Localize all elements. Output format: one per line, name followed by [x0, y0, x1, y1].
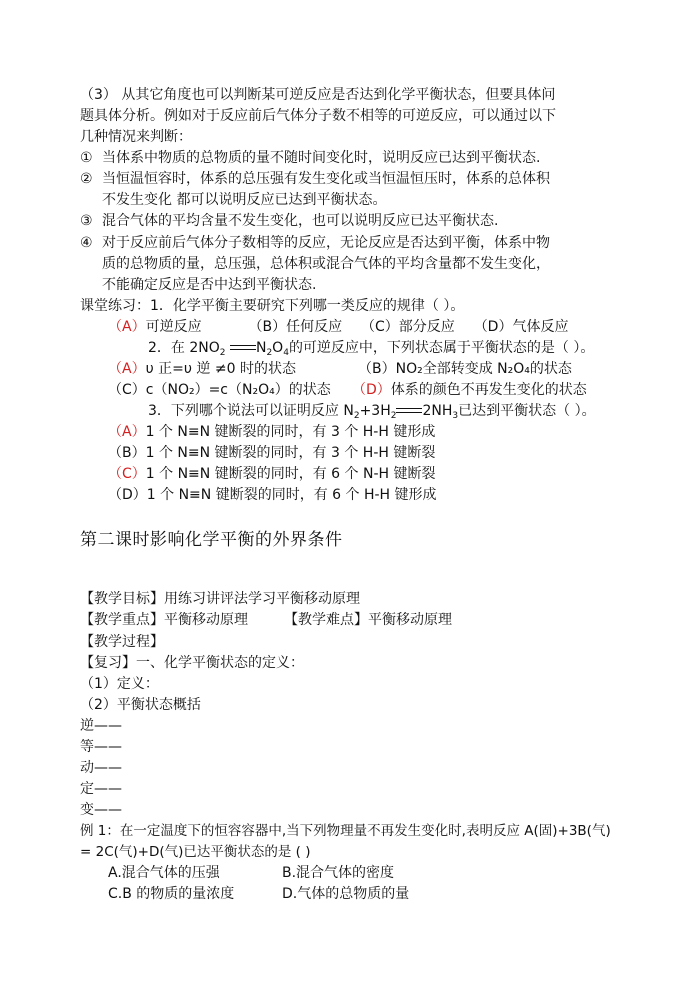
- option-text-c: 1 个 N≡N 键断裂的同时，有 6 个 N-H 键断裂: [145, 466, 436, 482]
- option-letter-a: （A）: [108, 424, 146, 440]
- example-option-c: C.B 的物质的量浓度: [108, 886, 235, 902]
- option-letter-d: （D）: [352, 382, 391, 398]
- point-2: [80, 169, 550, 189]
- option-text-a: υ 正=υ 逆 ≠0 时的状态: [145, 361, 296, 377]
- question-3: [148, 401, 596, 421]
- option-text-b: 1 个 N≡N 键断裂的同时，有 3 个 H-H 键断裂: [145, 445, 436, 461]
- point-text: 当体系中物质的总物质的量不随时间变化时，说明反应已达到平衡状态.: [102, 150, 541, 166]
- q2-sub: 2: [266, 348, 273, 358]
- q2-sub: 2: [219, 348, 226, 358]
- q2-text-pre: 2．在 2NO: [148, 340, 220, 356]
- option-letter-c: （C）: [108, 466, 146, 482]
- definition-label: （1）定义：: [80, 676, 159, 692]
- example-line-2: = 2C(气)+D(气)已达平衡状态的是 ( ): [80, 844, 311, 860]
- q2-option-c: （C）c（NO₂）=c（N₂O₄）的状态: [108, 382, 331, 398]
- feature-ding: 定——: [80, 781, 122, 797]
- option-letter-d: （D）: [473, 319, 513, 335]
- q3-sub: 2: [390, 411, 397, 421]
- point-1: [80, 148, 540, 168]
- q2-text-o: O: [272, 340, 284, 356]
- q2-text-mid: N: [255, 340, 267, 356]
- option-letter-a: （A）: [108, 319, 146, 335]
- point-marker: ③: [80, 213, 93, 229]
- point-marker: ④: [80, 235, 93, 251]
- q3-sub: 3: [452, 411, 459, 421]
- option-text-c: 部分反应: [398, 319, 455, 335]
- q2-sub: 4: [283, 348, 289, 358]
- section-title: 第二课时影响化学平衡的外界条件: [80, 530, 343, 550]
- option-letter-b: （B）: [248, 319, 287, 335]
- point-4-cont-2: 不能确定反应是否中达到平衡状态.: [102, 277, 317, 293]
- point-text: 对于反应前后气体分子数相等的反应，无论反应是否达到平衡，体系中物: [102, 235, 550, 251]
- teaching-key: 【教学重点】平衡移动原理: [80, 612, 248, 628]
- q3-sub: 2: [353, 411, 360, 421]
- teaching-hard: 【教学难点】平衡移动原理: [284, 612, 452, 628]
- q3-option-d: [108, 485, 437, 505]
- option-text-d: 1 个 N≡N 键断裂的同时，有 6 个 H-H 键形成: [146, 487, 437, 503]
- option-text-a: 可逆反应: [145, 319, 202, 335]
- feature-dong: 动——: [80, 760, 122, 776]
- example-line-1: 例 1：在一定温度下的恒容容器中,当下列物理量不再发生变化时,表明反应 A(固)+3B(气): [80, 823, 611, 839]
- example-option-a: A.混合气体的压强: [108, 865, 220, 881]
- exercise-label: 课堂练习：: [80, 298, 150, 314]
- option-text-b: NO₂全部转变成 N₂O₄的状态: [395, 361, 572, 377]
- intro-line-1: （3） 从其它角度也可以判断某可逆反应是否达到化学平衡状态，但要具体问: [80, 87, 556, 103]
- option-text-d: 气体反应: [512, 319, 569, 335]
- equilibrium-arrow-icon: [230, 343, 256, 353]
- q3-option-c: [108, 464, 435, 484]
- option-text-b: 任何反应: [286, 319, 343, 335]
- q3-text-pre: 3．下列哪个说法可以证明反应 N: [148, 403, 354, 419]
- point-3: [80, 211, 498, 231]
- q2-option-a: [108, 359, 296, 379]
- q2-option-b: [358, 359, 572, 379]
- option-letter-b: （B）: [108, 445, 146, 461]
- point-text: 当恒温恒容时，体系的总压强有发生变化或当恒温恒压时，体系的总体积: [102, 171, 550, 187]
- review-heading: 【复习】一、化学平衡状态的定义：: [80, 655, 304, 671]
- teaching-goal: 【教学目标】用练习讲评法学习平衡移动原理: [80, 591, 360, 607]
- intro-line-2: 题具体分析。例如对于反应前后气体分子数不相等的可逆反应，可以通过以下: [80, 108, 556, 124]
- feature-deng: 等——: [80, 739, 122, 755]
- exercise-q1: [80, 296, 464, 316]
- feature-bian: 变——: [80, 802, 122, 818]
- q3-text-nh: 2NH: [422, 403, 453, 419]
- summary-label: （2）平衡状态概括: [80, 697, 201, 713]
- option-letter-b: （B）: [358, 361, 396, 377]
- q2-option-d: [352, 380, 587, 400]
- question-1: 1．化学平衡主要研究下列哪一类反应的规律（ ）。: [150, 298, 465, 314]
- q3-text-mid: +3H: [359, 403, 391, 419]
- q1-options: [108, 317, 568, 337]
- q3-text-post: 已达到平衡状态（ ）。: [458, 403, 596, 419]
- teaching-process: 【教学过程】: [80, 634, 164, 650]
- feature-ni: 逆——: [80, 718, 122, 734]
- question-2: [148, 338, 594, 358]
- point-text: 混合气体的平均含量不发生变化，也可以说明反应已达平衡状态.: [102, 213, 499, 229]
- example-option-d: D.气体的总物质的量: [282, 886, 410, 902]
- option-letter-a: （A）: [108, 361, 146, 377]
- option-text-a: 1 个 N≡N 键断裂的同时，有 3 个 H-H 键形成: [145, 424, 436, 440]
- point-marker: ①: [80, 150, 93, 166]
- option-text-d: 体系的颜色不再发生变化的状态: [390, 382, 587, 398]
- equilibrium-arrow-icon: [396, 406, 422, 416]
- point-4-cont-1: 质的总物质的量，总压强，总体积或混合气体的平均含量都不发生变化，: [102, 256, 550, 272]
- point-4: [80, 233, 550, 253]
- example-option-b: B.混合气体的密度: [282, 865, 395, 881]
- option-letter-c: （C）: [361, 319, 399, 335]
- q3-option-b: [108, 443, 435, 463]
- q2-text-post: 的可逆反应中，下列状态属于平衡状态的是（ ）。: [288, 340, 595, 356]
- point-2-cont: 不发生变化 都可以说明反应已达到平衡状态。: [102, 192, 387, 208]
- option-letter-d: （D）: [108, 487, 147, 503]
- intro-line-3: 几种情况来判断：: [80, 129, 192, 145]
- point-marker: ②: [80, 171, 93, 187]
- q3-option-a: [108, 422, 435, 442]
